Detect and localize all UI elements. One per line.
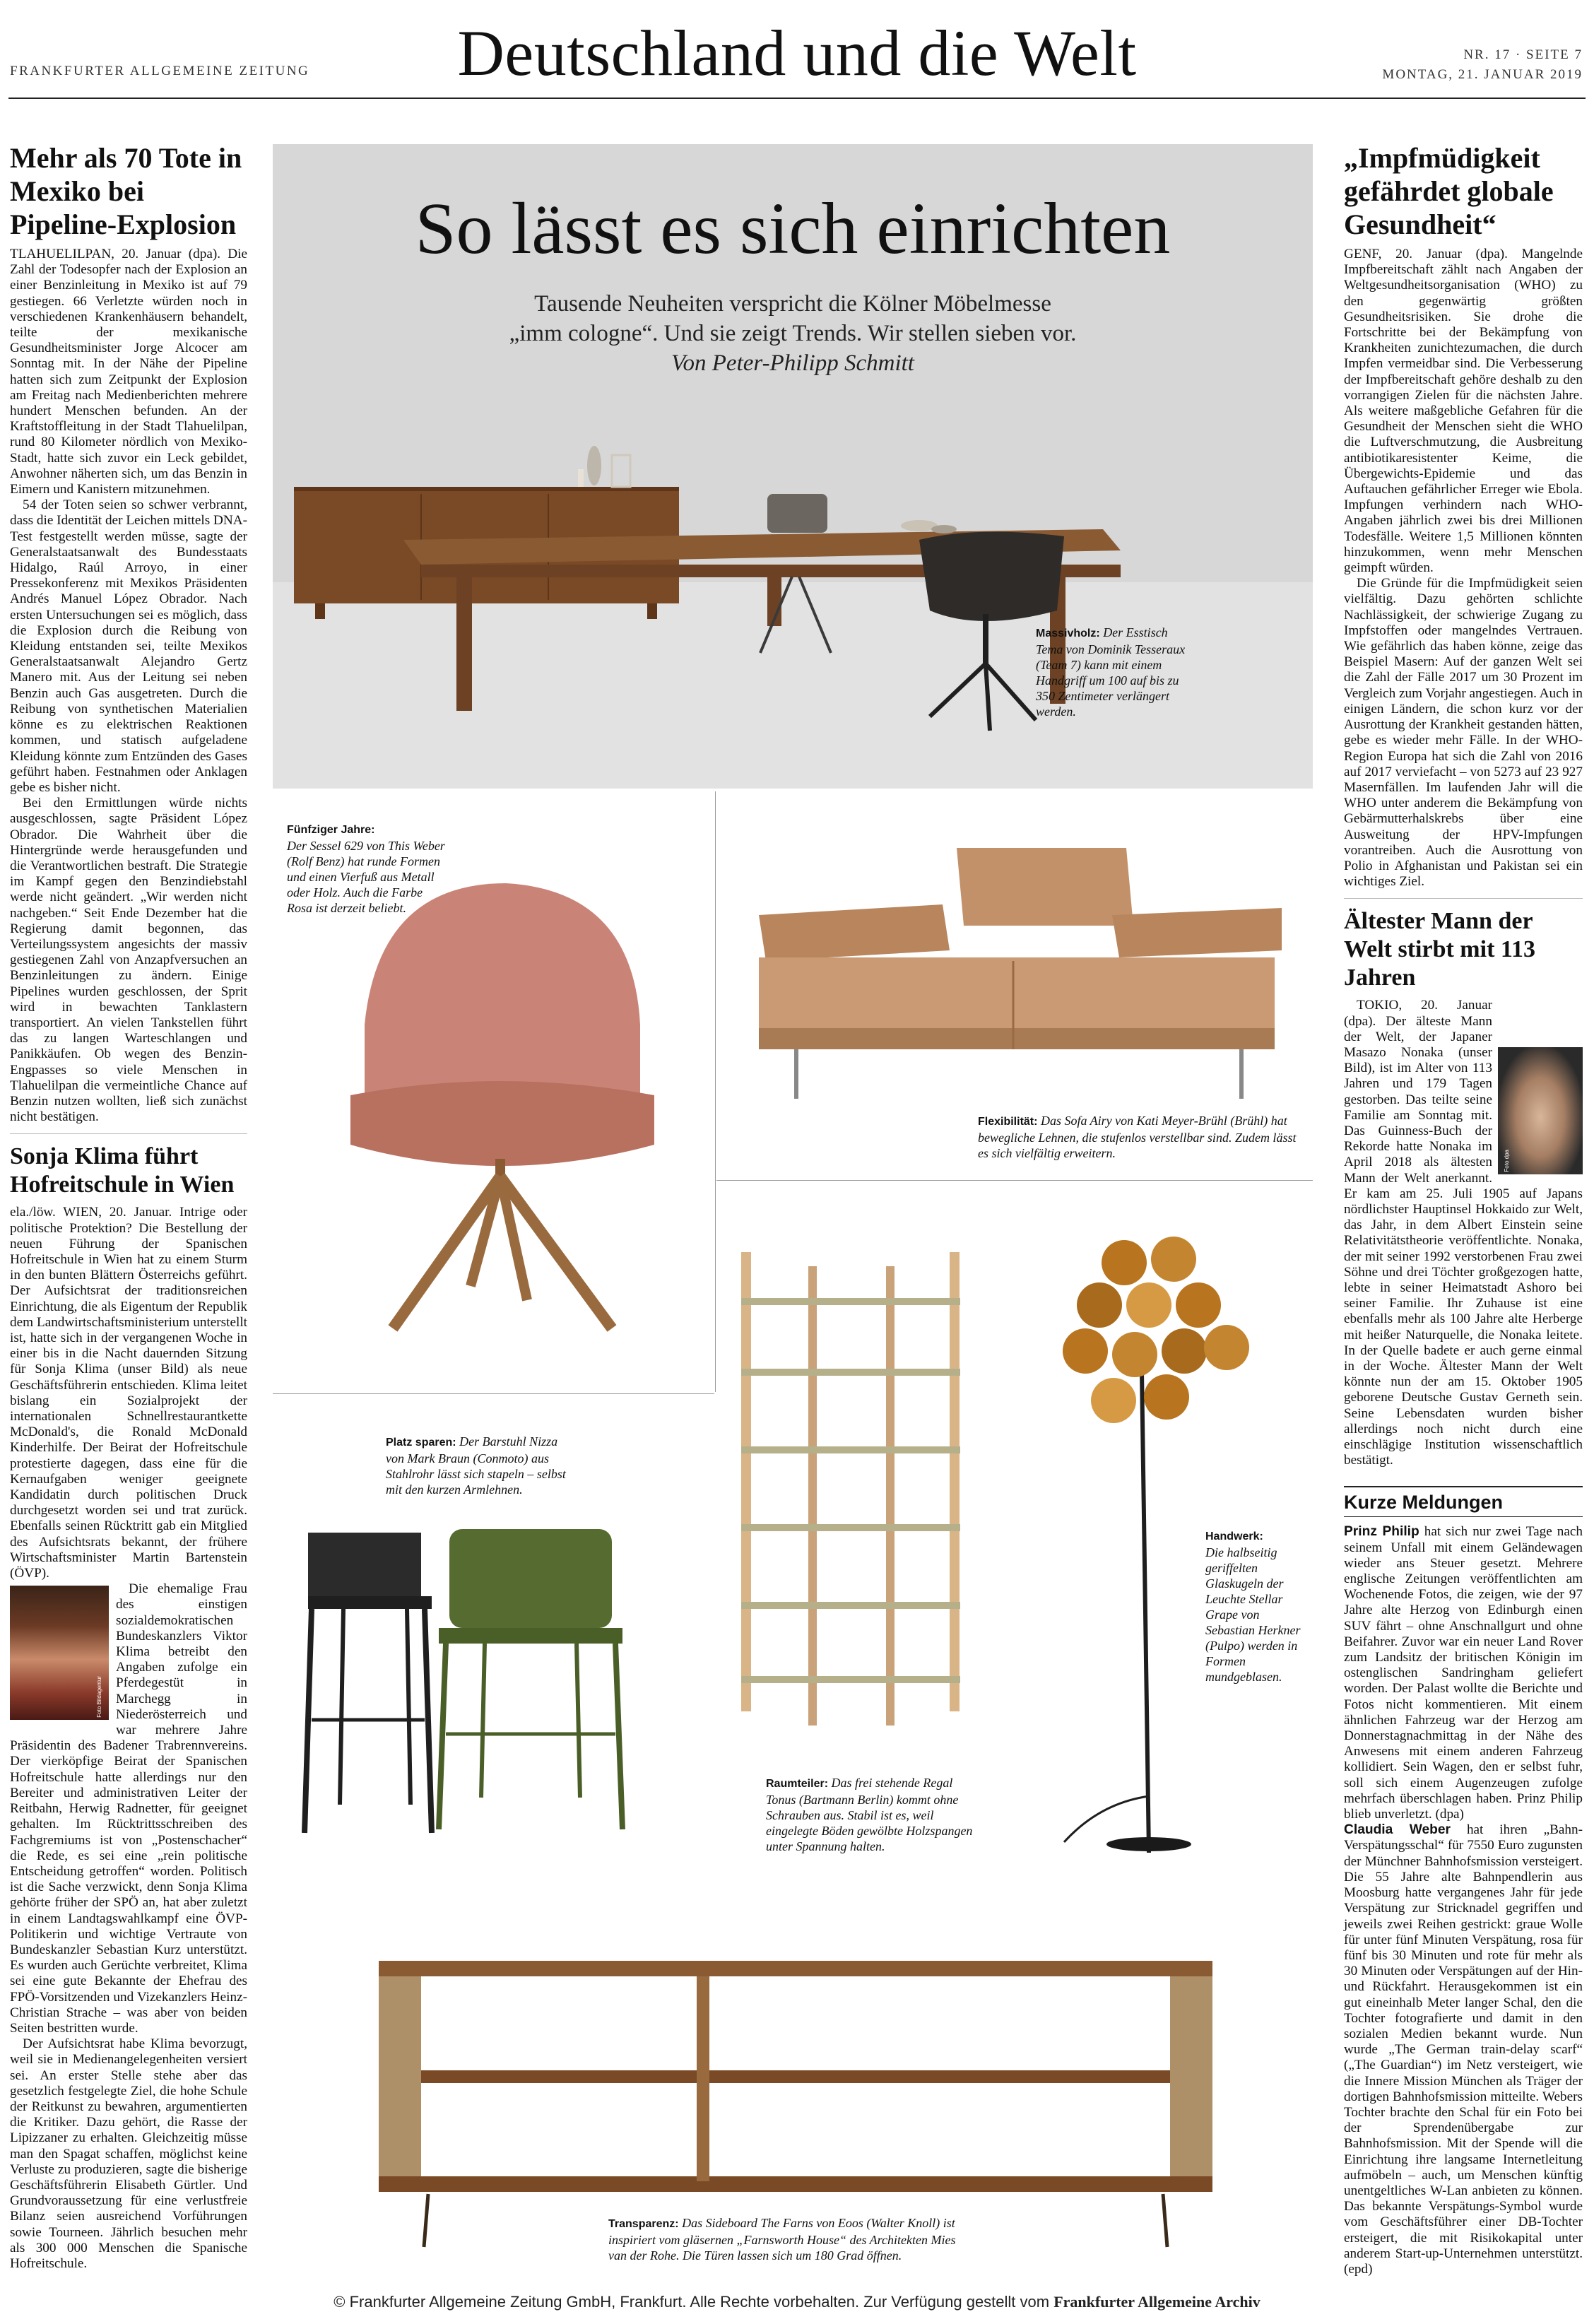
sofa-image: [716, 791, 1313, 1180]
shelf-illustration: [716, 1181, 999, 1846]
caption-text: Das frei stehende Regal Tonus (Bartmann Berlin) kommt ohne Schrauben aus. Stabil ist es, weil eingelegte Böden gewölbte Holzspangen unter Spannung halten.: [766, 1776, 973, 1853]
lamp-illustration: [1000, 1181, 1313, 1846]
kurze-item: [1344, 1524, 1583, 1822]
kurze-item: [1344, 1822, 1583, 2277]
article-body: [10, 247, 247, 1125]
kurze-meldungen-body: [1344, 1524, 1583, 2277]
footer-brand: Frankfurter Allgemeine Archiv: [1053, 2293, 1261, 2311]
masthead-info: [1382, 45, 1583, 85]
kurze-item-name: Claudia Weber: [1344, 1822, 1451, 1838]
left-column: [10, 141, 247, 2275]
caption-text: Das Sideboard The Farns von Eoos (Walter Knoll) ist inspiriert vom gläsernen „Farnsworth House“ des Architekten Mies van der Rohe. Die Türen lassen sich um 180 Grad öffnen.: [608, 2216, 956, 2263]
caption-massivholz: [1036, 625, 1191, 719]
article-impfmuedigkeit: [1344, 141, 1583, 890]
hero-image: [273, 144, 1313, 789]
caption-label: Massivholz:: [1036, 627, 1100, 639]
barstool-image: [273, 1395, 714, 1847]
feature-subtitle-line: „imm cologne“. Und sie zeigt Trends. Wir stellen sieben vor.: [509, 321, 1077, 346]
separator: [1344, 898, 1583, 899]
photo-credit: Foto dpa: [1504, 1149, 1510, 1172]
caption-flexibilitaet: [978, 1113, 1303, 1161]
paragraph: TOKIO, 20. Januar (dpa). Der älteste Mann der Welt, der Japaner Masazo Nonaka (unser Bild), ist im Alter von 113 Jahren und 179 Tagen gestorben. Das teilte seine Familie am Sonntag mit. Das Guinness-Buch der Rekorde hatte Nonaka im April 2018 als ältesten Mann der Welt anerkannt. Er kam am 25. Juli 1905 auf Japans nördlichster Hauptinsel Hokkaido zur Welt, das Jahr, in dem Albert Einstein seine Relativitätstheorie veröffentlichte. Nonaka, der mit seiner 1992 verstorbenen Frau zwei Söhne und drei Töchter großgezogen hatte, lebte in seiner Heimatstadt Ashoro bei seiner Familie. Ihr Zuhause ist eine ebenfalls mehr als 100 Jahre alte Herberge mit heißer Naturquelle, die Nonaka leitete. In der Quelle badete er auch gerne einmal in der Woche. Ältester Mann der Welt könnte nun der am 15. Oktober 1905 geborene Deutsche Gustav Gerneth sein. Seine Lebensdaten wurden bisher allerdings noch nicht durch eine einschlägige Institution wissenschaftlich bestätigt.: [1344, 998, 1583, 1468]
article-headline: Ältester Mann der Welt stirbt mit 113 Jahren: [1344, 908, 1536, 991]
caption-text: Der Esstisch Tema von Dominik Tesseraux (Team 7) kann mit einem Handgriff um 100 auf bis zu 350 Zentimeter verlängert werden.: [1036, 625, 1186, 719]
caption-text: Das Sofa Airy von Kati Meyer-Brühl (Brühl) hat bewegliche Lehnen, die stufenlos verstellbar sind. Zudem lässt es sich vielfältig erweitern.: [978, 1114, 1297, 1160]
right-column: [1344, 141, 1583, 2275]
paragraph: Die Gründe für die Impfmüdigkeit seien vielfältig. Dazu gehörten schlichte Nachlässigkeit, der schwierige Zugang zu Impfstoffen oder mangelndes Vertrauen. Wie gefährlich das haben könne, zeige das Beispiel Masern: Auf der ganzen Welt sei die Zahl der Fälle 2017 um 30 Prozent im Vergleich zum Vorjahr angestiegen. Auch in einigen Ländern, die schon kurz vor der Ausrottung der Krankheit gestanden hätten, gebe es wieder mehr Fälle. In der WHO-Region Europa hat sich die Zahl von 2016 auf 2017 verviefacht – von 5273 auf 23 927 Masernfällen. Im laufenden Jahr will die WHO unter anderem die Bekämpfung von Gebärmutterhalskrebs über eine Ausweitung der HPV-Impfungen vorantreiben. Auch die Ausrottung von Polio in Afghanistan und Pakistan sei ein wichtiges Ziel.: [1344, 576, 1583, 890]
section-title: Deutschland und die Welt: [457, 17, 1137, 89]
caption-handwerk: [1205, 1528, 1311, 1685]
article-body: [1344, 998, 1583, 1468]
caption-text: Die halbseitig geriffelten Glaskugeln der Leuchte Stellar Grape von Sebastian Herkner (Pulpo) werden in Formen mundgeblasen.: [1205, 1545, 1301, 1684]
divider: [273, 1393, 714, 1394]
feature-byline: Von Peter-Philipp Schmitt: [671, 350, 914, 376]
lamp-image: [1000, 1181, 1313, 1846]
shelf-image: [716, 1181, 999, 1853]
sideboard-illustration: [273, 1872, 1313, 2268]
caption-label: Handwerk:: [1205, 1530, 1263, 1543]
article-body: [10, 1205, 247, 2272]
feature-title: So lässt es sich einrichten: [415, 188, 1171, 269]
kurze-item-text: hat sich nur zwei Tage nach seinem Unfall mit einem Geländewagen wieder ans Steuer gesetzt. Mehrere englische Zeitungen veröffentlichten am Wochenende Fotos, die zeigen, wie der 97 Jahre alte Herzog von Edinburgh einen SUV fährt – ohne Anschnallgurt und ohne Beifahrer. Zuvor war ein neuer Land Rover zum Landsitz der britischen Königin im ostenglischen Sandringham geliefert worden. Der Palast wollte die Berichte und Fotos nicht kommentieren. Mit einem ähnlichen Fahrzeug war der Herzog am Donnerstagnachmittag in der Nähe des Anwesens mit einem anderen Fahrzeug kollidiert. Sein Wagen, den er selbst fuhr, soll sich einem Augenzeugen zufolge mehrfach überschlagen haben. Prinz Philip blieb unverletzt. (dpa): [1344, 1524, 1583, 1822]
sideboard-image: [273, 1872, 1313, 2268]
portrait-klima: [10, 1586, 109, 1720]
caption-label: Fünfziger Jahre:: [287, 824, 375, 836]
kurze-meldungen-title: Kurze Meldungen: [1344, 1486, 1583, 1517]
kurze-item-name: Prinz Philip: [1344, 1524, 1419, 1540]
article-body: [1344, 247, 1583, 890]
caption-text: Der Sessel 629 von This Weber (Rolf Benz) hat runde Formen und einen Vierfuß aus Metall oder Holz. Auch die Farbe Rosa ist derzeit beliebt.: [287, 839, 445, 915]
caption-label: Platz sparen:: [386, 1437, 456, 1449]
article-aeltester-mann: [1344, 907, 1583, 1468]
caption-label: Raumteiler:: [766, 1778, 829, 1790]
footer-copyright: © Frankfurter Allgemeine Zeitung GmbH, Frankfurt. Alle Rechte vorbehalten. Zur Verfügung gestellt vom: [333, 2293, 1050, 2311]
issue-number: NR. 17 · SEITE 7: [1463, 47, 1583, 62]
article-mexiko: [10, 141, 247, 1125]
caption-raumteiler: [766, 1775, 978, 1854]
divider: [715, 791, 716, 1392]
divider: [716, 1180, 1313, 1181]
paragraph: TLAHUELILPAN, 20. Januar (dpa). Die Zahl der Todesopfer nach der Explosion an einer Benzinleitung in Mexiko ist auf 79 gestiegen. 66 Verletzte würden noch in verschiedenen Krankenhäusern behandelt, teilte der mexikanische Gesundheitsminister Jorge Alcocer am Sonntag mit. In der Nähe der Pipeline hatten sich zum Zeitpunkt der Explosion am Freitag nach Medienberichten mehrere hundert Menschen befunden. An der Kraftstoffleitung in der Stadt Tlahuelilpan, rund 80 Kilometer nördlich von Mexiko-Stadt, hatte sich zuvor ein Leck gebildet, Anwohner näherten sich, um das Benzin in Eimern und Kanistern mitzunehmen.: [10, 247, 247, 497]
photo-credit: Foto Bildagentur: [95, 1675, 102, 1718]
paragraph: Bei den Ermittlungen würde nichts ausgeschlossen, sagte Präsident López Obrador. Die Wahrheit über die Hintergründe werde herausgefunden und die Verantwortlichen bestraft. Die Strategie im Kampf gegen den Benzindiebstahl werde nicht geändert. „Wir werden nicht nachgeben.“ Seit Ende Dezember hat die Regierung damit begonnen, das Verteilungssystem angesichts der massiv gestiegenen Zahl von Anzapfversuchen an Benzinleitungen zu ändern. Einige Pipelines wurden geschlossen, der Sprit wird in bewachten Tanklastern transportiert. An vielen Tankstellen führt das zu langen Warteschlangen und Panikkäufen. Ob wegen des Benzin-Engpasses so viele Menschen in Tlahuelilpan die vermeintliche Chance auf Benzin nutzen wollten, ließ sich zunächst nicht bestätigen.: [10, 796, 247, 1125]
feature-subtitle-line: Tausende Neuheiten verspricht die Kölner Möbelmesse: [534, 291, 1051, 317]
article-headline: Sonja Klima führt Hofreitschule in Wien: [10, 1143, 235, 1198]
paragraph: ela./löw. WIEN, 20. Januar. Intrige oder politische Protektion? Die Bestellung der neuen Führung der Spanischen Hofreitschule in Wien hat zu einem Sturm in den bunten Blättern Österreichs geführt. Der Aufsichtsrat der traditionsreichen Einrichtung, die als Eigentum der Republik dem Landwirtschaftsministerium unterstellt ist, hatte sich in der vergangenen Woche in einer bis in die Nacht dauernden Sitzung für Sonja Klima (unser Bild) als neue Geschäftsführerin entschieden. Klima leitet bislang ein Sozialprojekt der internationalen Schnellrestaurantkette McDonald's, die Ronald McDonald Kinderhilfe. Der Beirat der Hofreitschule protestierte dagegen, dass eine für die Kernaufgaben weniger geeignete Kandidatin durch politischen Druck durchgesetzt worden sei und trat zurück. Ebenfalls seinen Rücktritt gab ein Mitglied des Aufsichtsrats bekannt, der frühere Wirtschaftsminister Martin Bartenstein (ÖVP).: [10, 1205, 247, 1581]
paragraph: GENF, 20. Januar (dpa). Mangelnde Impfbereitschaft zählt nach Angaben der Weltgesundheitsorganisation (WHO) zu den gegenwärtig größten Gesundheitsrisiken. Sie drohe die Fortschritte bei der Bekämpfung von Krankheiten zunichtezumachen, die durch Impfen vermeidbar sind. Die Verbesserung der Impfbereitschaft gehöre deshalb zu den vorrangigen Zielen für die nächsten Jahre. Als weitere maßgebliche Gefahren für die Gesundheit der Menschen sieht die WHO die Luftverschmutzung, die Ausbreitung antibiotikaresistenter Keime, die Übergewichts-Epidemie und das Auftauchen gefährlicher Erreger wie Ebola. Impfungen verhindern nach WHO-Angaben jährlich zwei bis drei Millionen Todesfälle. Weitere 1,5 Millionen könnten hinzukommen, wenn mehr Menschen geimpft würden.: [1344, 247, 1583, 576]
separator: [10, 1133, 247, 1134]
paragraph: Die ehemalige Frau des einstigen sozialdemokratischen Bundeskanzlers Viktor Klima betreibt den Angaben zufolge ein Pferdegestüt in Marchegg in Niederösterreich und war mehrere Jahre Präsidentin des Badener Trabrennvereins. Der vierköpfige Beirat der Spanischen Hofreitschule hatte allerdings nur den Bereiter und administrativen Leiter der Reitbahn, Herwig Radnetter, für geeignet gehalten. Im Rücktrittsschreiben des Fachgremiums ist von „Postenschacher“ die Rede, es sei eine „rein politische Entscheidung getroffen“ worden. Politisch ist die Sache verzwickt, denn Sonja Klima gehörte früher der SPÖ an, hat aber zuletzt in einem Landtagswahlkampf eine ÖVP-Politikerin und wichtige Vertraute von Bundeskanzler Sebastian Kurz unterstützt. Es wurden auch Gerüchte verbreitet, Klima sei eine gute Bekannte der Ehefrau des FPÖ-Vorsitzenden und Vizekanzlers Heinz-Christian Strache – was aber von beiden Seiten bestritten wurde.: [10, 1581, 247, 2036]
caption-label: Transparenz:: [608, 2218, 679, 2230]
issue-date: MONTAG, 21. JANUAR 2019: [1382, 67, 1583, 82]
masthead-paper: FRANKFURTER ALLGEMEINE ZEITUNG: [10, 64, 310, 78]
kurze-meldungen: [1344, 1486, 1583, 2277]
caption-label: Flexibilität:: [978, 1116, 1038, 1128]
article-headline: Mehr als 70 Tote in Mexiko bei Pipeline-Explosion: [10, 142, 242, 240]
kurze-item-text: hat ihren „Bahn-Verspätungsschal“ für 7550 Euro zugunsten der Münchner Bahnhofsmission versteigert. Die 55 Jahre alte Bahnpendlerin aus Moosburg hatte vergangenes Jahr für jede Verspätung zur Stricknadel gegriffen und jeweils zwei Reihen gestrickt: graue Wolle für unter fünf Minuten Verspätung, rosa für fünf bis 30 Minuten und rote für mehr als 30 Minuten oder Verspätungen auf der Hin- und Rückfahrt. Herausgekommen ist ein gut eineinhalb Meter langer Schal, den die Tochter fotografierte und damit in den sozialen Medien bekannt wurde. Nun wurde „The German train-delay scarf“ („The Guardian“) im Netz versteigert, wie die Innere Mission München als Träger der dortigen Bahnhofsmission mitteilte. Webers Tochter brachte den Schal für ein Foto bei der Sprendenübergabe zur Bahnhofsmission. Mit der Spende will die Einrichtung ihre langsame Internetleitung aufmöbeln – auch, um Menschen künftig unentgeltliches W-Lan anbieten zu können. Das bekannte Verspätungs-Symbol wurde vom Geschäftsführer einer DB-Tochter ersteigert, die mit Risikokapital unter anderem Start-up-Unternehmen unterstützt. (epd): [1344, 1822, 1583, 2277]
armchair-illustration: [273, 791, 714, 1392]
article-hofreitschule: [10, 1143, 247, 2272]
paragraph: 54 der Toten seien so schwer verbrannt, dass die Identität der Leichen mittels DNA-Test festgestellt werden müsse, sagte der Generalstaatsanwalt des Bundesstaats Hidalgo, Raúl Arroyo, in einer Pressekonferenz mit Mexikos Präsidenten Andrés Manuel López Obrador. Nach ersten Untersuchungen sei es möglich, dass die Explosion durch die Reibung von Kleidung entstanden sei, teilte Mexikos Generalstaatsanwalt Alejandro Gertz Manero mit. Aus der Leitung sei neben Benzin auch Gas ausgetreten. Durch die Reibung von synthetischen Materialien könne es zu elektrischen Reaktionen kommen, und statisch aufgeladene Kleidung könnte zum Entzünden des Gases geführt haben. Festnahmen oder Anklagen gebe es bisher nicht.: [10, 497, 247, 795]
masthead-rule: [8, 98, 1586, 99]
paragraph: Der Aufsichtsrat habe Klima bevorzugt, weil sie in Medienangelegenheiten versiert sei. An erster Stelle stehe aber das gesetzlich festgelegte Ziel, die hohe Schule der Reitkunst zu bewahren, argumentierten die Kritiker. Dazu gehört, die Rasse der Lipizzaner zu erhalten. Gleichzeitig müsse man den Spagat schaffen, möglichst keine Verluste zu produzieren, sagte die bisherige Geschäftsführerin Elisabeth Gürtler. Und Grundvoraussetzung für eine verlustfreie Bilanz seien ausreichend Vorführungen sowie Tourneen. Jährlich besuchen mehr als 300 000 Menschen die Spanische Hofreitschule.: [10, 2036, 247, 2271]
armchair-image: [273, 791, 714, 1392]
footer: [0, 2293, 1594, 2311]
caption-text: Der Barstuhl Nizza von Mark Braun (Conmoto) aus Stahlrohr lässt sich stapeln – selbst mit den kurzen Armlehnen.: [386, 1434, 566, 1497]
article-headline: „Impfmüdigkeit gefährdet globale Gesundheit“: [1344, 142, 1554, 240]
portrait-nonaka: [1498, 1047, 1583, 1174]
caption-transparenz: [608, 2215, 976, 2263]
barstools-illustration: [273, 1395, 714, 1847]
